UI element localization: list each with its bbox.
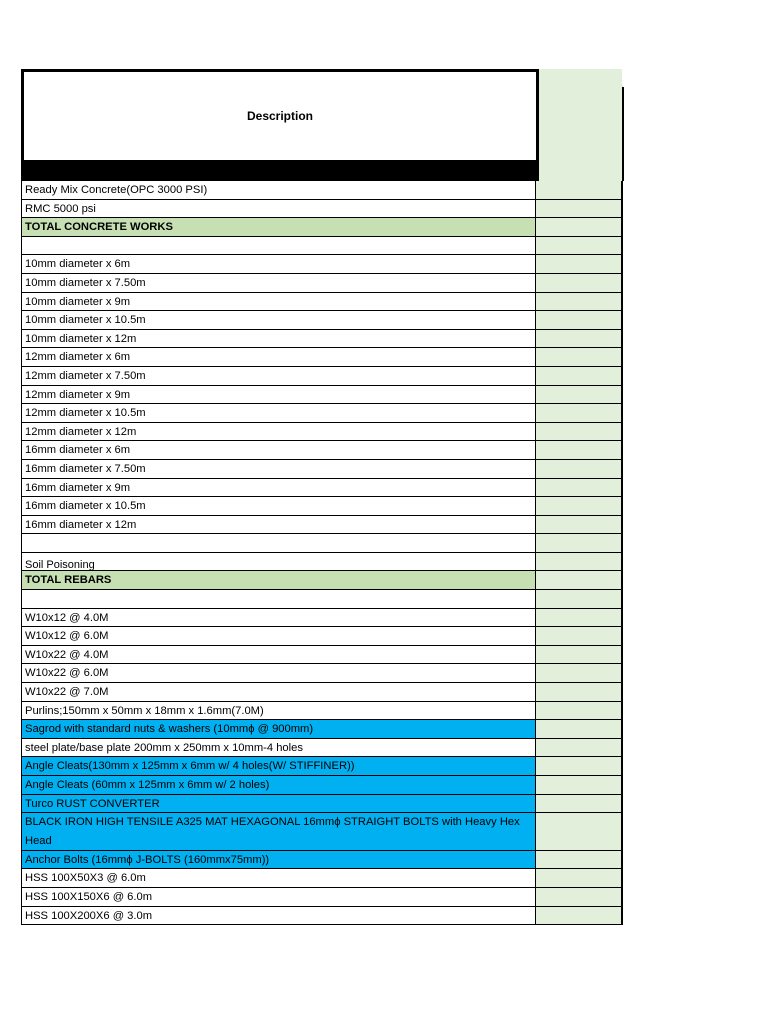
value-cell[interactable] — [536, 813, 623, 850]
table-row — [22, 404, 623, 423]
value-cell[interactable] — [536, 181, 623, 199]
value-cell[interactable] — [536, 497, 623, 515]
data-rows — [21, 181, 623, 925]
description-cell[interactable]: W10x22 @ 4.0M — [22, 646, 536, 664]
table-row — [22, 646, 623, 665]
description-cell[interactable]: 10mm diameter x 9m — [22, 293, 536, 311]
value-cell[interactable] — [536, 516, 623, 534]
description-cell[interactable]: 10mm diameter x 6m — [22, 255, 536, 273]
description-header-cell[interactable] — [21, 69, 539, 160]
value-cell[interactable] — [536, 534, 623, 552]
description-cell[interactable]: W10x12 @ 4.0M — [22, 609, 536, 627]
value-cell[interactable] — [536, 683, 623, 701]
table-row — [22, 776, 623, 795]
value-cell[interactable] — [536, 590, 623, 608]
table-row — [22, 330, 623, 349]
value-cell[interactable] — [536, 330, 623, 348]
table-row — [22, 293, 623, 312]
description-cell[interactable]: BLACK IRON HIGH TENSILE A325 MAT HEXAGONAL 16mmϕ STRAIGHT BOLTS with Heavy Hex Head — [22, 813, 536, 850]
table-row — [22, 664, 623, 683]
table-row — [22, 181, 623, 200]
description-cell[interactable]: HSS 100X200X6 @ 3.0m — [22, 907, 536, 925]
description-header-label: Description — [246, 109, 313, 123]
value-cell[interactable] — [536, 386, 623, 404]
description-cell[interactable]: W10x22 @ 7.0M — [22, 683, 536, 701]
header-black-band — [21, 160, 539, 181]
description-cell[interactable]: TOTAL CONCRETE WORKS — [22, 218, 536, 236]
table-row — [22, 795, 623, 814]
value-cell[interactable] — [536, 739, 623, 757]
description-cell[interactable]: W10x12 @ 6.0M — [22, 627, 536, 645]
description-cell[interactable]: Turco RUST CONVERTER — [22, 795, 536, 813]
value-cell[interactable] — [536, 553, 623, 571]
table-row — [22, 255, 623, 274]
description-cell[interactable]: Anchor Bolts (16mmϕ J-BOLTS (160mmx75mm)) — [22, 851, 536, 869]
value-column-border — [622, 87, 624, 181]
value-cell[interactable] — [536, 200, 623, 218]
table-row — [22, 571, 623, 590]
table-row — [22, 590, 623, 609]
table-row — [22, 441, 623, 460]
value-cell[interactable] — [536, 367, 623, 385]
table-row — [22, 200, 623, 219]
table-row — [22, 348, 623, 367]
description-cell[interactable]: 10mm diameter x 7.50m — [22, 274, 536, 292]
description-cell[interactable]: W10x22 @ 6.0M — [22, 664, 536, 682]
table-row — [22, 813, 623, 851]
value-cell[interactable] — [536, 441, 623, 459]
description-cell[interactable]: Purlins;150mm x 50mm x 18mm x 1.6mm(7.0M) — [22, 702, 536, 720]
value-cell[interactable] — [536, 702, 623, 720]
value-cell[interactable] — [536, 646, 623, 664]
description-cell[interactable]: Ready Mix Concrete(OPC 3000 PSI) — [22, 181, 536, 199]
table-row — [22, 720, 623, 739]
table-row — [22, 218, 623, 237]
table-row — [22, 516, 623, 535]
table-row — [22, 609, 623, 628]
description-cell[interactable]: 16mm diameter x 6m — [22, 441, 536, 459]
value-column-header[interactable] — [536, 69, 623, 181]
description-cell[interactable]: 10mm diameter x 10.5m — [22, 311, 536, 329]
description-cell[interactable]: 12mm diameter x 9m — [22, 386, 536, 404]
value-cell[interactable] — [536, 255, 623, 273]
description-cell[interactable]: Angle Cleats (60mm x 125mm x 6mm w/ 2 holes) — [22, 776, 536, 794]
table-row — [22, 888, 623, 907]
value-cell[interactable] — [536, 627, 623, 645]
table-row — [22, 274, 623, 293]
value-cell[interactable] — [536, 571, 623, 589]
table-row — [22, 237, 623, 256]
value-cell[interactable] — [536, 795, 623, 813]
description-cell[interactable]: HSS 100X150X6 @ 6.0m — [22, 888, 536, 906]
description-cell[interactable] — [22, 534, 536, 552]
table-row — [22, 907, 623, 926]
description-cell[interactable]: 16mm diameter x 7.50m — [22, 460, 536, 478]
table-row — [22, 423, 623, 442]
value-cell[interactable] — [536, 869, 623, 887]
value-cell[interactable] — [536, 907, 623, 925]
value-cell[interactable] — [536, 720, 623, 738]
description-cell[interactable]: Sagrod with standard nuts & washers (10mmϕ @ 900mm) — [22, 720, 536, 738]
value-cell[interactable] — [536, 776, 623, 794]
table-row — [22, 869, 623, 888]
description-cell[interactable]: 16mm diameter x 12m — [22, 516, 536, 534]
table-row — [22, 460, 623, 479]
value-cell[interactable] — [536, 237, 623, 255]
description-cell[interactable]: 12mm diameter x 12m — [22, 423, 536, 441]
description-cell[interactable]: HSS 100X50X3 @ 6.0m — [22, 869, 536, 887]
table-row — [22, 367, 623, 386]
value-cell[interactable] — [536, 218, 623, 236]
value-cell[interactable] — [536, 888, 623, 906]
table-row — [22, 627, 623, 646]
value-cell[interactable] — [536, 609, 623, 627]
table-row — [22, 553, 623, 572]
value-cell[interactable] — [536, 404, 623, 422]
value-cell[interactable] — [536, 757, 623, 775]
value-cell[interactable] — [536, 851, 623, 869]
description-cell[interactable]: RMC 5000 psi — [22, 200, 536, 218]
description-cell[interactable]: 12mm diameter x 6m — [22, 348, 536, 366]
description-cell[interactable] — [22, 237, 536, 255]
description-cell[interactable]: steel plate/base plate 200mm x 250mm x 10mm-4 holes — [22, 739, 536, 757]
description-cell[interactable]: 12mm diameter x 7.50m — [22, 367, 536, 385]
spreadsheet — [21, 69, 623, 925]
table-row — [22, 851, 623, 870]
table-row — [22, 497, 623, 516]
table-row — [22, 739, 623, 758]
description-cell[interactable]: 16mm diameter x 9m — [22, 479, 536, 497]
header-area — [21, 69, 623, 181]
table-row — [22, 386, 623, 405]
description-cell[interactable]: 10mm diameter x 12m — [22, 330, 536, 348]
table-row — [22, 757, 623, 776]
value-cell[interactable] — [536, 293, 623, 311]
description-cell[interactable]: 12mm diameter x 10.5m — [22, 404, 536, 422]
value-cell[interactable] — [536, 348, 623, 366]
table-row — [22, 311, 623, 330]
value-cell[interactable] — [536, 423, 623, 441]
description-cell[interactable]: Angle Cleats(130mm x 125mm x 6mm w/ 4 holes(W/ STIFFINER)) — [22, 757, 536, 775]
description-cell[interactable]: Soil Poisoning — [22, 553, 536, 571]
description-cell[interactable]: 16mm diameter x 10.5m — [22, 497, 536, 515]
value-cell[interactable] — [536, 479, 623, 497]
description-cell[interactable] — [22, 590, 536, 608]
value-cell[interactable] — [536, 664, 623, 682]
description-cell[interactable]: TOTAL REBARS — [22, 571, 536, 589]
value-cell[interactable] — [536, 460, 623, 478]
value-cell[interactable] — [536, 274, 623, 292]
table-row — [22, 479, 623, 498]
table-row — [22, 702, 623, 721]
table-row — [22, 534, 623, 553]
value-cell[interactable] — [536, 311, 623, 329]
table-row — [22, 683, 623, 702]
